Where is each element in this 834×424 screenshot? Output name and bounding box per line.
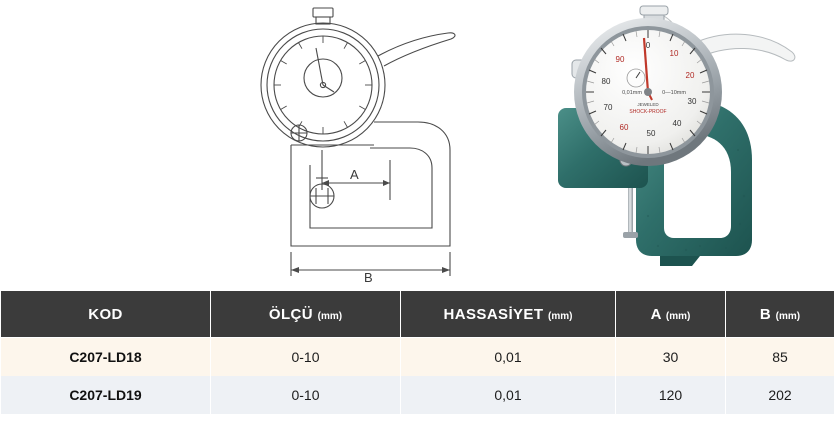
column-header-kod-label: KOD: [88, 305, 123, 323]
dimension-label-a: A: [350, 167, 359, 182]
column-header-b-label: B: [759, 305, 772, 323]
dial-number-80: 80: [601, 77, 611, 86]
column-header-a-label: A: [650, 305, 662, 323]
column-header-hassasiyet-unit: (mm): [547, 310, 573, 322]
dial-number-40: 40: [672, 119, 682, 128]
column-header-a: [616, 291, 726, 338]
dial-text-jeweled: JEWELED: [637, 102, 659, 107]
column-header-hassasiyet: [401, 291, 616, 338]
column-header-olcu-label: ÖLÇÜ: [268, 305, 314, 323]
cell-b: 85: [726, 338, 834, 377]
spec-table: [0, 290, 834, 414]
dial-number-20: 20: [685, 71, 695, 80]
cell-hassasiyet: 0,01: [401, 376, 616, 414]
dial-number-50: 50: [646, 129, 656, 138]
dial-text-range: 0—10mm: [662, 90, 686, 96]
cell-olcu: 0-10: [211, 376, 401, 414]
dial-number-90: 90: [615, 55, 625, 64]
column-header-b: [726, 291, 834, 338]
cell-olcu: 0-10: [211, 338, 401, 377]
table-row: [1, 338, 834, 377]
dimension-label-b: B: [364, 270, 373, 285]
column-header-kod: [1, 291, 211, 338]
cell-a: 120: [616, 376, 726, 414]
dial-number-60: 60: [619, 123, 629, 132]
cell-a: 30: [616, 338, 726, 377]
column-header-hassasiyet-label: HASSASİYET: [443, 305, 544, 323]
table-row: [1, 376, 834, 414]
column-header-b-unit: (mm): [775, 310, 801, 322]
column-header-a-unit: (mm): [665, 310, 691, 322]
cell-b: 202: [726, 376, 834, 414]
spec-table-wrap: [0, 290, 834, 414]
dial-number-0: 0: [645, 41, 651, 50]
column-header-olcu: [211, 291, 401, 338]
cell-kod: C207-LD18: [1, 338, 211, 377]
cell-hassasiyet: 0,01: [401, 338, 616, 377]
thickness-gauge-line-drawing: [250, 0, 510, 290]
dial-number-30: 30: [687, 97, 697, 106]
dial-number-70: 70: [603, 103, 613, 112]
dial-number-10: 10: [669, 49, 679, 58]
table-header-row: [1, 291, 834, 338]
dial-text-precision: 0,01mm: [622, 90, 642, 96]
thickness-gauge-photo: [540, 0, 830, 290]
cell-kod: C207-LD19: [1, 376, 211, 414]
dial-text-shockproof: SHOCK-PROOF: [629, 109, 667, 115]
column-header-olcu-unit: (mm): [317, 310, 343, 322]
